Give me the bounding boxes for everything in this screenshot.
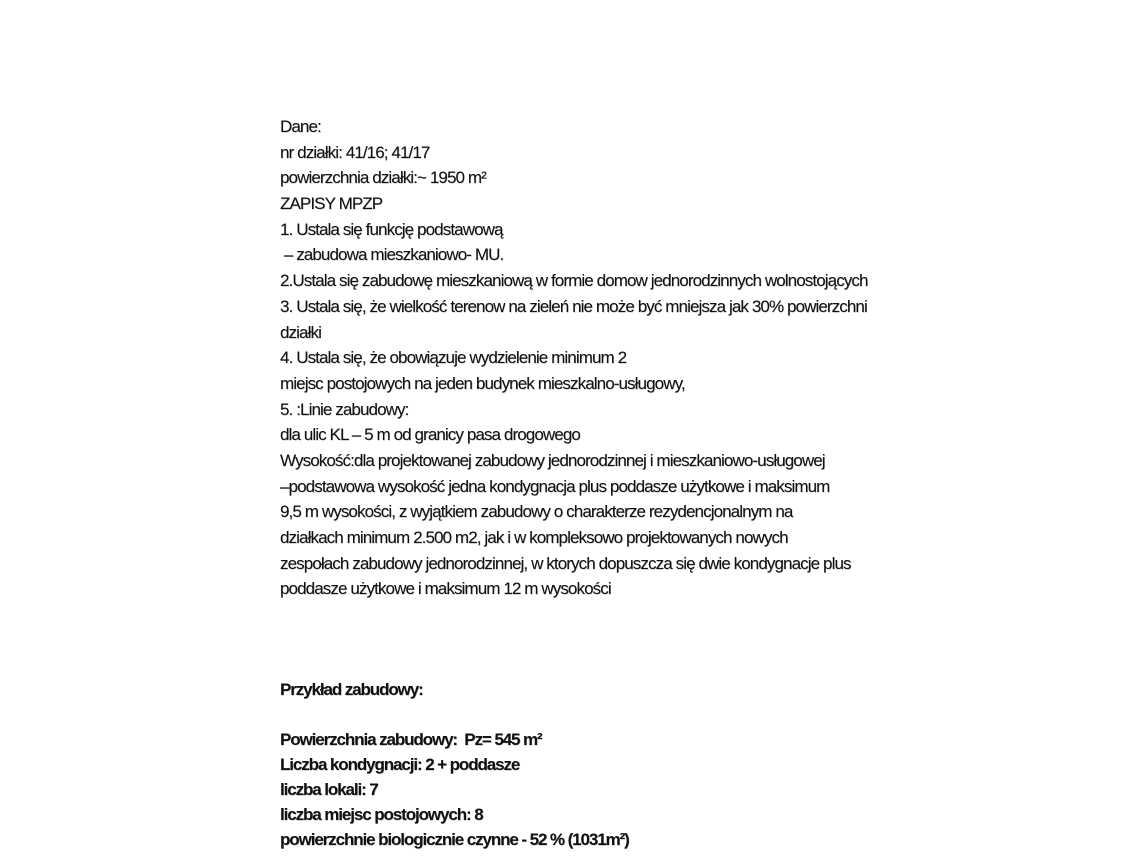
- height-rule-cont-2: 9,5 m wysokości, z wyjątkiem zabudowy o charakterze rezydencjonalnym na: [280, 502, 793, 522]
- plot-number: nr działki: 41/16; 41/17: [280, 142, 430, 162]
- rule-4-cont: miejsc postojowych na jeden budynek mieszkalno-usługowy,: [280, 373, 685, 393]
- rule-4: 4. Ustala się, że obowiązuje wydzielenie minimum 2: [280, 348, 627, 368]
- units-count: liczba lokali: 7: [280, 780, 378, 799]
- built-area: Powierzchnia zabudowy: Pz= 545 m²: [280, 730, 542, 749]
- rule-1-cont: – zabudowa mieszkaniowo- MU.: [280, 245, 504, 265]
- rule-5-cont: dla ulic KL – 5 m od granicy pasa drogowego: [280, 425, 580, 445]
- height-rule-cont-5: poddasze użytkowe i maksimum 12 m wysokości: [280, 579, 611, 599]
- biologically-active-area: powierzchnie biologicznie czynne - 52 % (1031m²): [280, 830, 629, 849]
- data-heading: Dane:: [280, 117, 321, 136]
- zoning-data-section: [280, 114, 868, 602]
- rule-1: 1. Ustala się funkcję podstawową: [280, 219, 503, 239]
- spacer: [280, 702, 629, 727]
- storeys-count: Liczba kondygnacji: 2 + poddasze: [280, 755, 520, 774]
- rule-5: 5. :Linie zabudowy:: [280, 399, 409, 419]
- height-rule: Wysokość:dla projektowanej zabudowy jednorodzinnej i mieszkaniowo-usługowej: [280, 450, 825, 470]
- plot-area: powierzchnia działki:~ 1950 m²: [280, 168, 486, 188]
- mpzp-heading: ZAPISY MPZP: [280, 194, 383, 214]
- example-section: [280, 677, 629, 852]
- height-rule-cont-4: zespołach zabudowy jednorodzinnej, w ktorych dopuszcza się dwie kondygnacje plus: [280, 553, 851, 573]
- rule-3-cont: działki: [280, 322, 321, 342]
- parking-count: liczba miejsc postojowych: 8: [280, 805, 483, 824]
- height-rule-cont-3: działkach minimum 2.500 m2, jak i w kompleksowo projektowanych nowych: [280, 528, 788, 547]
- height-rule-cont-1: –podstawowa wysokość jedna kondygnacja plus poddasze użytkowe i maksimum: [280, 476, 830, 496]
- example-title: Przykład zabudowy:: [280, 680, 423, 699]
- rule-2: 2.Ustala się zabudowę mieszkaniową w formie domow jednorodzinnych wolnostojących: [280, 271, 868, 291]
- rule-3: 3. Ustala się, że wielkość terenow na zieleń nie może być mniejsza jak 30% powierzchni: [280, 296, 867, 316]
